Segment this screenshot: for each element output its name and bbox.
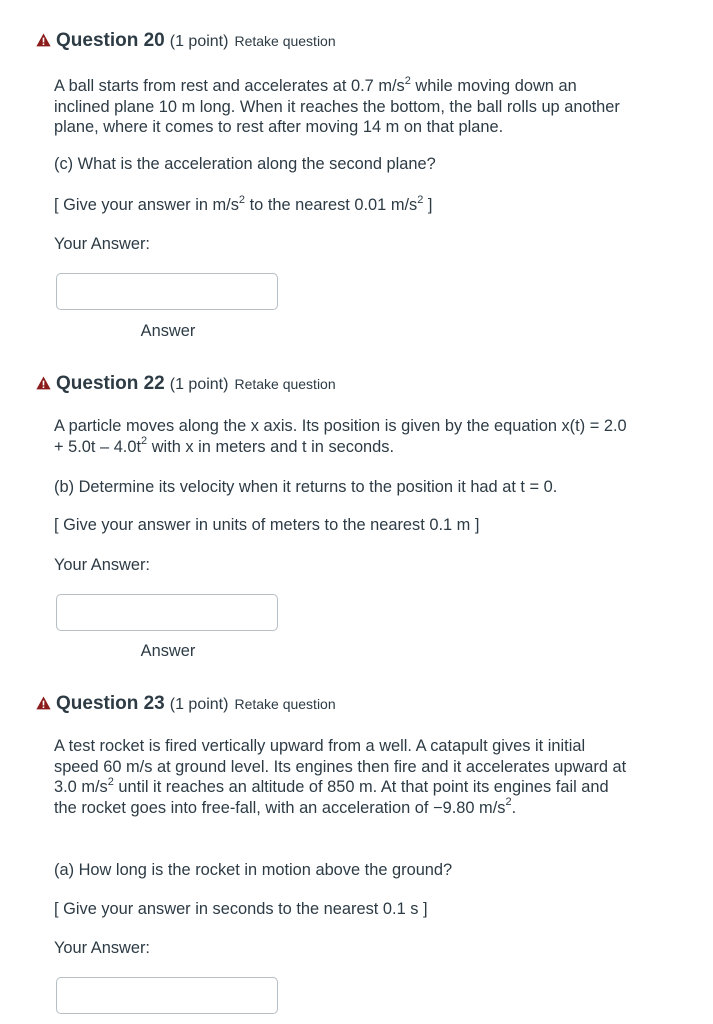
answer-input[interactable] bbox=[56, 977, 278, 1014]
question-header bbox=[36, 373, 336, 399]
your-answer-label: Your Answer: bbox=[54, 235, 150, 253]
question-text: A ball starts from rest and accelerates at 0.7 $m/s^2$ while moving down an inclined plane 10 m long. When it reaches the bottom, the ball rolls up another plane, where it comes to rest after moving 14 m on that plane. bbox=[54, 74, 620, 136]
question-title: Question 20 bbox=[56, 30, 165, 51]
question-header bbox=[36, 30, 336, 56]
answer-input[interactable] bbox=[56, 273, 278, 310]
warning-triangle-icon bbox=[36, 376, 51, 390]
question-text: A test rocket is fired vertically upward from a well. A catapult gives it initial speed 60 m/s at ground level. Its engines then fire and it accelerates upward at 3.0 $m/s^2$ until it reaches an altitude of 850 m. At that point its engines fail and the rocket goes into free-fall, with an acceleration of −9.80 $m/s^2$. bbox=[54, 737, 627, 817]
question-header bbox=[36, 693, 336, 719]
answer-instruction: [ Give your answer in $m/s^2$ to the nearest 0.01 $m/s^2$ ] bbox=[54, 193, 433, 214]
question-title: Question 22 bbox=[56, 373, 165, 394]
answer-caption: Answer bbox=[140, 642, 196, 660]
retake-question-link[interactable]: Retake question bbox=[234, 696, 336, 712]
answer-instruction: [ Give your answer in units of meters to the nearest 0.1 m ] bbox=[54, 516, 480, 534]
question-part: (a) How long is the rocket in motion above the ground? bbox=[54, 861, 453, 879]
question-title: Question 23 bbox=[56, 693, 165, 714]
warning-triangle-icon bbox=[36, 696, 51, 710]
answer-instruction: [ Give your answer in seconds to the nearest 0.1 s ] bbox=[54, 900, 428, 918]
warning-triangle-icon bbox=[36, 33, 51, 47]
retake-question-link[interactable]: Retake question bbox=[234, 376, 336, 392]
question-points: (1 point) bbox=[169, 33, 229, 50]
question-part: (b) Determine its velocity when it returns to the position it had at t = 0. bbox=[54, 478, 558, 496]
retake-question-link[interactable]: Retake question bbox=[234, 33, 336, 49]
question-points: (1 point) bbox=[169, 696, 229, 713]
question-points: (1 point) bbox=[169, 376, 229, 393]
your-answer-label: Your Answer: bbox=[54, 939, 150, 957]
your-answer-label: Your Answer: bbox=[54, 556, 150, 574]
answer-input[interactable] bbox=[56, 594, 278, 631]
answer-caption: Answer bbox=[140, 322, 196, 340]
question-part: (c) What is the acceleration along the second plane? bbox=[54, 155, 436, 173]
question-text: A particle moves along the x axis. Its position is given by the equation $x(t) = 2.0 + 5.0t - 4.0t^2$ with x in meters and t in seconds. bbox=[54, 417, 627, 456]
